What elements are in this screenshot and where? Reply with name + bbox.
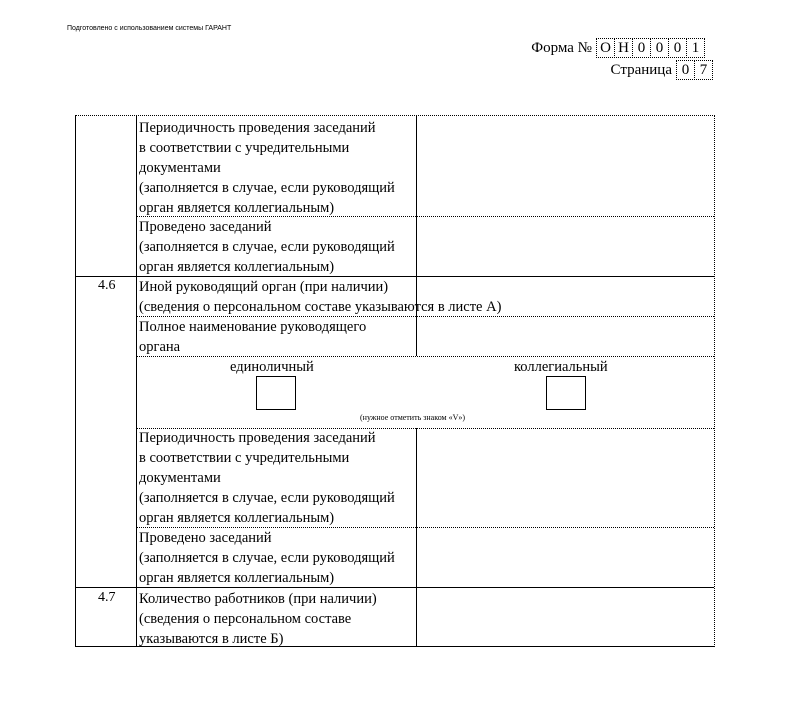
employee-count-value[interactable] (417, 588, 713, 646)
full-name-value[interactable] (417, 317, 713, 355)
periodicity-value[interactable] (417, 429, 713, 526)
page-number (500, 60, 713, 80)
meetings-held-value[interactable] (417, 528, 713, 586)
page-number-label: Страница (610, 61, 672, 78)
form-code-cell[interactable]: Н (614, 38, 633, 58)
meetings-held-label: Проведено заседаний (заполняется в случае, если руководящий орган является коллегиальным) (139, 530, 395, 586)
meetings-held-label: Проведено заседаний (заполняется в случае, если руководящий орган является коллегиальным) (139, 219, 395, 275)
form-code-cell[interactable]: 0 (632, 38, 651, 58)
option-single-label: единоличный (230, 359, 314, 375)
periodicity-label: Периодичность проведения заседаний в соответствии с учредительными документами (заполняется в случае, если руководящий орган является коллегиальным) (139, 430, 395, 526)
form-code-cell[interactable]: О (596, 38, 615, 58)
meetings-held-value[interactable] (417, 217, 713, 275)
section-number: 4.7 (98, 590, 116, 605)
form-code-cell[interactable]: 0 (668, 38, 687, 58)
form-number-label: Форма № (531, 39, 592, 56)
other-governing-body-label: Иной руководящий орган (при наличии) (сведения о персональном составе указываются в листе А) (139, 279, 502, 315)
collegial-checkbox[interactable] (546, 376, 586, 410)
single-checkbox[interactable] (256, 376, 296, 410)
periodicity-value[interactable] (417, 117, 713, 215)
employee-count-label: Количество работников (при наличии) (сведения о персональном составе указываются в листе Б) (139, 591, 377, 647)
mark-instruction: (нужное отметить знаком «V») (360, 413, 466, 422)
periodicity-label: Периодичность проведения заседаний в соответствии с учредительными документами (заполняется в случае, если руководящий орган является коллегиальным) (139, 120, 395, 216)
page-digit-cell[interactable]: 0 (676, 60, 695, 80)
form-number (500, 38, 705, 58)
page-digit-cell[interactable]: 7 (694, 60, 713, 80)
section-number: 4.6 (98, 278, 116, 293)
col-divider-number (136, 116, 137, 646)
full-name-label: Полное наименование руководящего органа (139, 319, 367, 355)
form-code-cell[interactable]: 0 (650, 38, 669, 58)
option-collegial-label: коллегиальный (514, 359, 608, 375)
form-table (75, 115, 715, 647)
form-code-cell[interactable]: 1 (686, 38, 705, 58)
prepared-note: Подготовлено с использованием системы ГАРАНТ (67, 25, 232, 32)
